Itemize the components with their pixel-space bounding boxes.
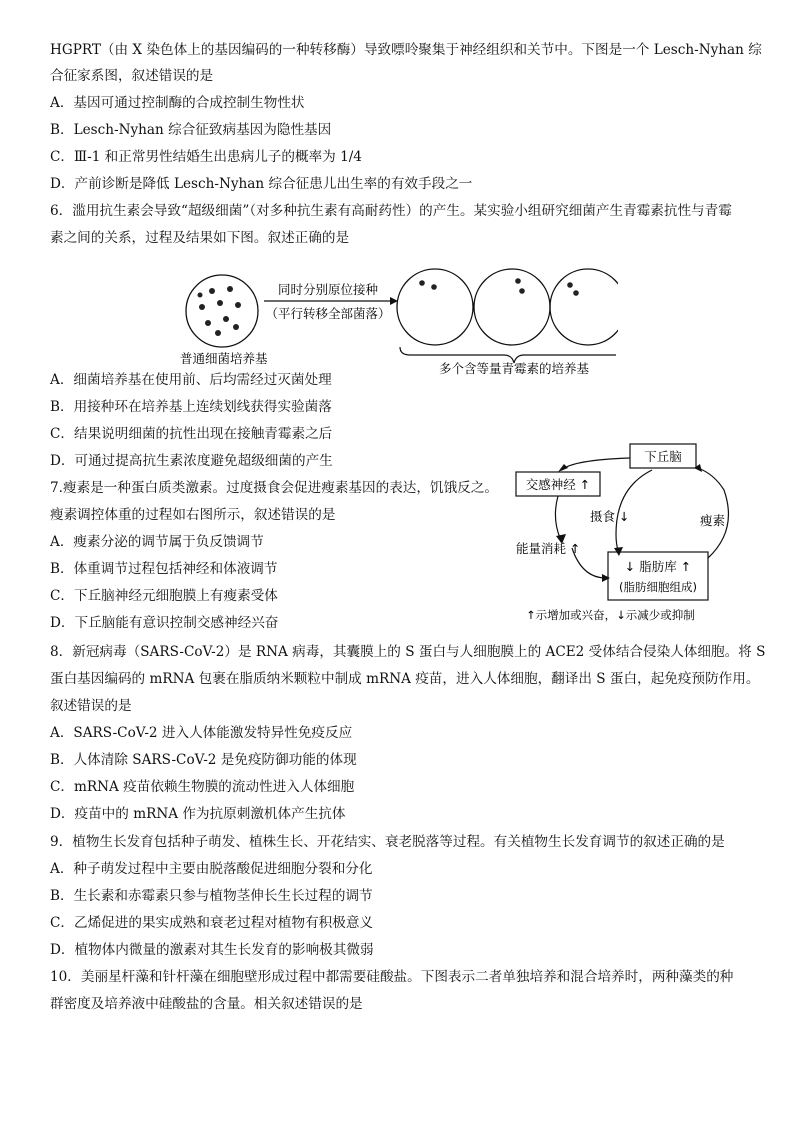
text-line: A．SARS-CoV-2 进入人体能激发特异性免疫反应 bbox=[50, 725, 353, 741]
text-line: C．乙烯促进的果实成熟和衰老过程对植物有积极意义 bbox=[50, 915, 374, 931]
text-line: D．产前诊断是降低 Lesch-Nyhan 综合征患儿出生率的有效手段之一 bbox=[50, 176, 473, 192]
text-line: A．瘦素分泌的调节属于负反馈调节 bbox=[50, 534, 264, 550]
penicillin-plate bbox=[474, 269, 550, 345]
text-line: 8．新冠病毒（SARS-CoV-2）是 RNA 病毒，其囊膜上的 S 蛋白与人细胞膜上的 ACE2 受体结合侵染人体细胞。将 S bbox=[50, 644, 766, 660]
text-line: 蛋白基因编码的 mRNA 包裹在脂质纳米颗粒中制成 mRNA 疫苗，进入人体细胞，翻译出 S 蛋白，起免疫预防作用。 bbox=[50, 671, 760, 687]
arrow-label-top: 同时分别原位接种 bbox=[277, 282, 379, 297]
text-line: 6．滥用抗生素会导致“超级细菌”（对多种抗生素有高耐药性）的产生。某实验小组研究细菌产生青霉素抗性与青霉 bbox=[50, 203, 732, 219]
energy-label: 能量消耗 ↑ bbox=[516, 541, 581, 556]
text-line: C．mRNA 疫苗依赖生物膜的流动性进入人体细胞 bbox=[50, 779, 355, 795]
text-line: C．下丘脑神经元细胞膜上有瘦素受体 bbox=[50, 588, 278, 604]
text-line: HGPRT（由 X 染色体上的基因编码的一种转移酶）导致嘌呤聚集于神经组织和关节中。下图是一个 Lesch-Nyhan 综 bbox=[50, 42, 762, 58]
arrow-label-bottom: （平行转移全部菌落） bbox=[265, 306, 391, 321]
text-line: 素之间的关系，过程及结果如下图。叙述正确的是 bbox=[50, 230, 350, 246]
text-line: B．人体清除 SARS-CoV-2 是免疫防御功能的体现 bbox=[50, 752, 357, 768]
feeding-label: 摄食 ↓ bbox=[590, 509, 630, 524]
penicillin-plate bbox=[550, 269, 618, 345]
fat-store-label: ↓ 脂肪库 ↑ bbox=[624, 559, 692, 574]
text-line: 7.瘦素是一种蛋白质类激素。过度摄食会促进瘦素基因的表达，饥饿反之。 bbox=[50, 480, 498, 496]
text-line: D．下丘脑能有意识控制交感神经兴奋 bbox=[50, 615, 279, 631]
text-line: A．种子萌发过程中主要由脱落酸促进细胞分裂和分化 bbox=[50, 861, 373, 877]
figure-legend: ↑示增加或兴奋，↓示减少或抑制 bbox=[526, 608, 695, 622]
text-line: D．疫苗中的 mRNA 作为抗原刺激机体产生抗体 bbox=[50, 806, 346, 822]
fat-store-sublabel: (脂肪细胞组成) bbox=[619, 580, 697, 594]
text-line: A．基因可通过控制酶的合成控制生物性状 bbox=[50, 95, 305, 111]
text-line: B．用接种环在培养基上连续划线获得实验菌落 bbox=[50, 399, 332, 415]
text-line: C．Ⅲ-1 和正常男性结婚生出患病儿子的概率为 1/4 bbox=[50, 149, 362, 165]
hypothalamus-label: 下丘脑 bbox=[644, 449, 682, 464]
text-line: B．生长素和赤霉素只参与植物茎伸长生长过程的调节 bbox=[50, 888, 373, 904]
leptin-regulation-figure bbox=[512, 438, 766, 628]
text-line: D．植物体内微量的激素对其生长发育的影响极其微弱 bbox=[50, 942, 374, 958]
penicillin-plate bbox=[397, 269, 473, 345]
text-line: 群密度及培养液中硅酸盐的含量。相关叙述错误的是 bbox=[50, 996, 363, 1012]
sympathetic-label: 交感神经 ↑ bbox=[525, 477, 591, 492]
left-plate-caption: 普通细菌培养基 bbox=[180, 351, 268, 366]
leptin-label: 瘦素 bbox=[700, 513, 726, 528]
text-line: 10．美丽星杆藻和针杆藻在细胞壁形成过程中都需要硅酸盐。下图表示二者单独培养和混合培养时，两种藻类的种 bbox=[50, 969, 734, 985]
text-line: 9．植物生长发育包括种子萌发、植株生长、开花结实、衰老脱落等过程。有关植物生长发育调节的叙述正确的是 bbox=[50, 834, 725, 850]
text-line: 合征家系图，叙述错误的是 bbox=[50, 68, 214, 84]
transfer-arrow bbox=[264, 297, 398, 305]
normal-culture-plate bbox=[186, 275, 258, 347]
right-plates-caption: 多个含等量青霉素的培养基 bbox=[438, 361, 590, 375]
text-line: 叙述错误的是 bbox=[50, 698, 132, 714]
text-line: C．结果说明细菌的抗性出现在接触青霉素之后 bbox=[50, 426, 333, 442]
text-line: A．细菌培养基在使用前、后均需经过灭菌处理 bbox=[50, 372, 332, 388]
text-line: 瘦素调控体重的过程如右图所示，叙述错误的是 bbox=[50, 507, 336, 523]
replica-plating-figure bbox=[178, 263, 618, 375]
text-line: B．体重调节过程包括神经和体液调节 bbox=[50, 561, 278, 577]
text-line: D．可通过提高抗生素浓度避免超级细菌的产生 bbox=[50, 453, 333, 469]
text-line: B．Lesch-Nyhan 综合征致病基因为隐性基因 bbox=[50, 122, 332, 138]
